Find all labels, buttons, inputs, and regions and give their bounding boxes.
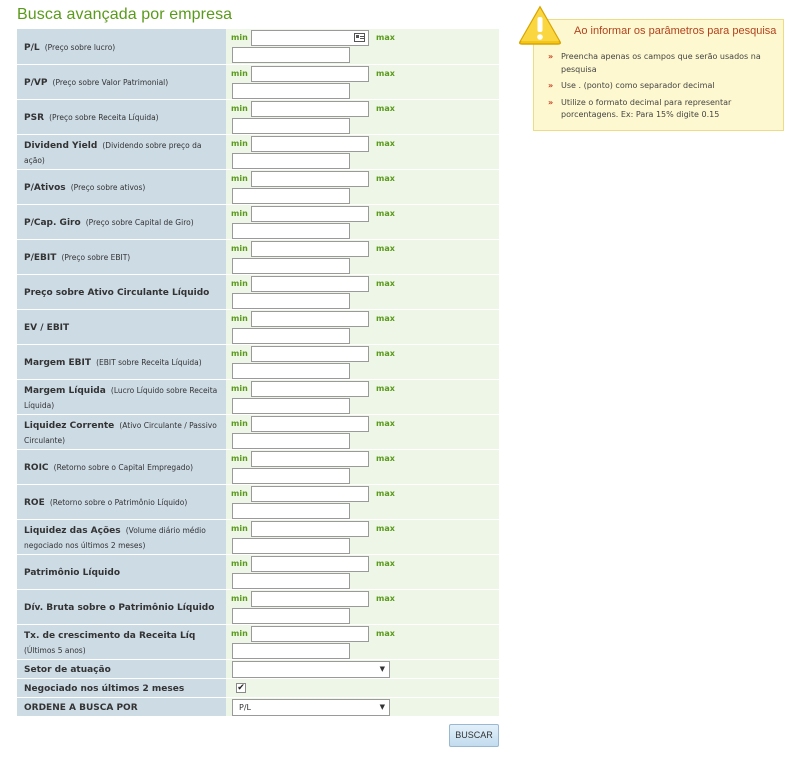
param-values (226, 169, 499, 204)
param-name: P/EBIT (24, 253, 57, 263)
max-input[interactable] (232, 83, 350, 99)
param-label (17, 554, 226, 589)
max-input[interactable] (232, 608, 350, 624)
max-input[interactable] (232, 433, 350, 449)
param-label (17, 134, 226, 169)
min-label: min (231, 418, 248, 428)
param-label (17, 624, 226, 659)
min-label: min (231, 313, 248, 323)
max-input[interactable] (232, 258, 350, 274)
param-values (226, 29, 499, 64)
param-row (17, 589, 499, 624)
warning-icon (517, 4, 563, 46)
min-input[interactable] (251, 206, 369, 222)
param-row (17, 519, 499, 554)
param-description: (Dividendo sobre preço da ação) (24, 141, 202, 165)
min-label: min (231, 33, 248, 42)
min-input[interactable] (251, 101, 369, 117)
min-input[interactable] (251, 241, 369, 257)
param-description: (Preço sobre ativos) (70, 183, 146, 192)
param-name: Patrimônio Líquido (24, 568, 121, 578)
param-values (226, 99, 499, 134)
page-title: Busca avançada por empresa (17, 6, 233, 23)
traded-row (17, 678, 499, 697)
param-label (17, 309, 226, 344)
bullet-icon: » (548, 97, 554, 107)
min-input[interactable] (251, 66, 369, 82)
param-values (226, 64, 499, 99)
param-label (17, 29, 226, 64)
param-values (226, 309, 499, 344)
info-box (533, 19, 784, 131)
search-form-table (17, 29, 499, 717)
param-row (17, 554, 499, 589)
info-text: Use . (ponto) como separador decimal (561, 81, 715, 90)
min-label: min (231, 488, 248, 498)
max-label: max (376, 33, 395, 42)
param-row (17, 344, 499, 379)
max-label: max (376, 138, 395, 148)
min-label: min (231, 103, 248, 113)
min-input[interactable] (251, 416, 369, 432)
param-values (226, 134, 499, 169)
max-label: max (376, 313, 395, 323)
max-label: max (376, 488, 395, 498)
param-name: Liquidez Corrente (24, 421, 115, 431)
max-input[interactable] (232, 503, 350, 519)
param-name: EV / EBIT (24, 323, 70, 333)
info-item (546, 51, 782, 76)
bullet-icon: » (548, 52, 554, 61)
param-values (226, 484, 499, 519)
param-description: (Preço sobre Receita Líquida) (49, 113, 159, 122)
param-description: (EBIT sobre Receita Líquida) (96, 358, 202, 367)
max-label: max (376, 523, 395, 533)
max-label: max (376, 278, 395, 288)
param-label (17, 344, 226, 379)
max-label: max (376, 593, 395, 603)
info-title: Ao informar os parâmetros para pesquisa (574, 25, 777, 37)
card-icon[interactable] (354, 33, 365, 42)
param-row (17, 379, 499, 414)
max-input[interactable] (232, 118, 350, 134)
param-name: PSR (24, 113, 45, 123)
min-label: min (231, 628, 248, 638)
max-label: max (376, 173, 395, 183)
min-input[interactable] (251, 451, 369, 467)
param-name: Preço sobre Ativo Circulante Líquido (24, 288, 210, 298)
min-input[interactable] (251, 626, 369, 642)
param-label (17, 589, 226, 624)
max-input[interactable] (232, 223, 350, 239)
param-values (226, 554, 499, 589)
min-label: min (231, 173, 248, 183)
param-row (17, 624, 499, 659)
max-input[interactable] (232, 328, 350, 344)
param-description: (Volume diário médio negociado nos últimos 2 meses) (24, 526, 206, 550)
max-input[interactable] (232, 468, 350, 484)
min-label: min (231, 68, 248, 78)
param-row (17, 29, 499, 64)
param-values (226, 379, 499, 414)
sector-label: Setor de atuação (17, 659, 226, 678)
min-label: min (231, 593, 248, 603)
max-input[interactable] (232, 643, 350, 659)
max-input[interactable] (232, 538, 350, 554)
min-input[interactable] (251, 276, 369, 292)
max-label: max (376, 383, 395, 393)
checkmark-icon: ✔ (237, 682, 245, 693)
min-input[interactable] (251, 311, 369, 327)
param-description: (Retorno sobre o Patrimônio Líquido) (49, 498, 188, 507)
min-label: min (231, 243, 248, 253)
max-label: max (376, 418, 395, 428)
param-values (226, 519, 499, 554)
sector-row (17, 659, 499, 678)
param-name: Tx. de crescimento da Receita Líq (24, 631, 196, 641)
param-values (226, 414, 499, 449)
info-text: Preencha apenas os campos que serão usados na pesquisa (561, 52, 761, 74)
min-input[interactable] (251, 521, 369, 537)
order-row (17, 697, 499, 716)
order-select[interactable] (232, 699, 390, 716)
chevron-down-icon: ▼ (379, 664, 385, 673)
max-input[interactable] (232, 363, 350, 379)
param-label (17, 274, 226, 309)
min-input[interactable] (251, 381, 369, 397)
param-row (17, 239, 499, 274)
max-label: max (376, 348, 395, 358)
param-row (17, 274, 499, 309)
param-description: (Preço sobre Capital de Giro) (85, 218, 194, 227)
param-name: P/L (24, 42, 40, 53)
param-values (226, 344, 499, 379)
param-label (17, 204, 226, 239)
max-label: max (376, 453, 395, 463)
min-input[interactable] (251, 346, 369, 362)
param-values (226, 239, 499, 274)
info-text: Utilize o formato decimal para representar porcentagens. Ex: Para 15% digite 0.15 (561, 97, 732, 119)
traded-label: Negociado nos últimos 2 meses (17, 678, 226, 697)
param-row (17, 204, 499, 239)
param-values (226, 204, 499, 239)
traded-checkbox[interactable] (236, 683, 246, 693)
param-values (226, 589, 499, 624)
param-name: Dividend Yield (24, 141, 98, 151)
param-name: Dív. Bruta sobre o Patrimônio Líquido (24, 603, 215, 613)
param-name: P/Ativos (24, 183, 66, 193)
param-label (17, 239, 226, 274)
min-label: min (231, 523, 248, 533)
max-label: max (376, 558, 395, 568)
param-label (17, 519, 226, 554)
min-label: min (231, 138, 248, 148)
min-input[interactable] (251, 591, 369, 607)
min-input[interactable] (251, 556, 369, 572)
param-label (17, 379, 226, 414)
info-item (546, 97, 782, 122)
min-input[interactable] (251, 136, 369, 152)
param-label (17, 99, 226, 134)
min-label: min (231, 558, 248, 568)
param-name: Margem Líquida (24, 386, 106, 396)
max-label: max (376, 208, 395, 218)
bullet-icon: » (548, 81, 554, 90)
min-label: min (231, 348, 248, 358)
param-description: (Preço sobre Valor Patrimonial) (52, 78, 169, 87)
min-label: min (231, 208, 248, 218)
param-row (17, 169, 499, 204)
param-label (17, 414, 226, 449)
param-name: P/VP (24, 78, 48, 88)
order-label: ORDENE A BUSCA POR (17, 697, 226, 716)
chevron-down-icon: ▼ (379, 702, 385, 711)
max-label: max (376, 68, 395, 78)
order-select-value: P/L (239, 702, 251, 712)
min-label: min (231, 453, 248, 463)
param-row (17, 484, 499, 519)
max-input[interactable] (232, 398, 350, 414)
param-label (17, 449, 226, 484)
search-button[interactable]: BUSCAR (449, 724, 499, 747)
param-label (17, 64, 226, 99)
param-description: (Ativo Circulante / Passivo Circulante) (24, 421, 217, 445)
param-row (17, 64, 499, 99)
param-values (226, 449, 499, 484)
max-input[interactable] (232, 153, 350, 169)
param-description: (Preço sobre EBIT) (61, 253, 131, 262)
max-label: max (376, 243, 395, 253)
param-row (17, 134, 499, 169)
info-list (546, 51, 782, 126)
info-item (546, 80, 782, 93)
param-description: (Retorno sobre o Capital Empregado) (53, 463, 194, 472)
max-input[interactable] (232, 573, 350, 589)
param-description: (Lucro Líquido sobre Receita Líquida) (24, 386, 218, 410)
param-name: Liquidez das Ações (24, 526, 121, 536)
min-input[interactable] (251, 171, 369, 187)
min-input[interactable] (251, 486, 369, 502)
max-label: max (376, 103, 395, 113)
max-label: max (376, 628, 395, 638)
param-row (17, 309, 499, 344)
min-label: min (231, 278, 248, 288)
param-label (17, 169, 226, 204)
sector-select[interactable] (232, 661, 390, 678)
param-values (226, 624, 499, 659)
param-name: Margem EBIT (24, 358, 92, 368)
param-name: P/Cap. Giro (24, 218, 81, 228)
param-name: ROE (24, 498, 45, 508)
param-row (17, 99, 499, 134)
param-description: (Últimos 5 anos) (24, 646, 86, 655)
max-input[interactable] (232, 47, 350, 63)
param-row (17, 449, 499, 484)
max-input[interactable] (232, 188, 350, 204)
min-input[interactable] (251, 30, 369, 46)
min-label: min (231, 383, 248, 393)
param-name: ROIC (24, 463, 49, 473)
param-label (17, 484, 226, 519)
param-values (226, 274, 499, 309)
max-input[interactable] (232, 293, 350, 309)
param-description: (Preço sobre lucro) (44, 42, 116, 52)
param-row (17, 414, 499, 449)
